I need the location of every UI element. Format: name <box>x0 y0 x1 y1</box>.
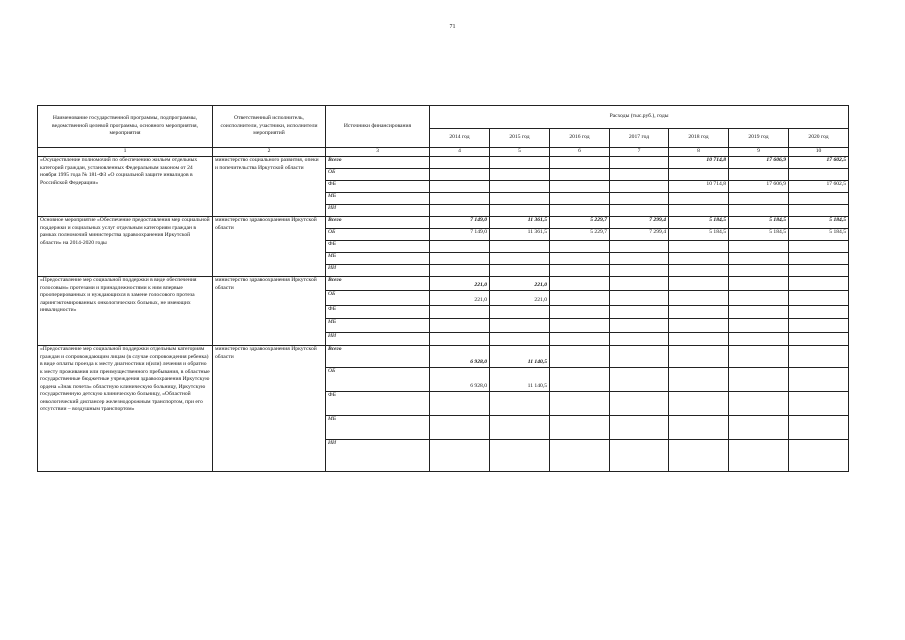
funding-source: Всего <box>326 277 430 291</box>
program-name: «Осуществление полномочий по обеспечению жильем отдельных категорий граждан, установленных Федеральным законом от 24 ноября 1995 года № 181-ФЗ «О социальной защите инвалидов в Российской Федерации» <box>38 157 213 217</box>
table-row <box>38 217 849 229</box>
expense-cell <box>490 319 550 333</box>
header-row <box>38 106 849 129</box>
table-row <box>38 277 849 291</box>
funding-source: МБ <box>326 416 430 440</box>
header-year: 2020 год <box>789 129 849 148</box>
expense-cell <box>789 277 849 291</box>
expense-cell <box>610 333 669 346</box>
expense-cell <box>490 193 550 205</box>
expense-cell: 6 928,0 <box>430 368 490 392</box>
expense-cell <box>789 265 849 277</box>
expense-cell: 221,0 <box>490 277 550 291</box>
expense-cell <box>789 291 849 306</box>
expense-cell <box>610 205 669 217</box>
funding-source: ИИ <box>326 205 430 217</box>
expense-cell <box>789 333 849 346</box>
expense-cell <box>610 368 669 392</box>
program-name: «Предоставление мер социальной поддержки в виде обеспечения голосовым» протезами и принадлежностями к ним впервые прооперированных и нуждающихся в замене голосового протеза ларингэктомированных онкологических больных, не имеющих инвалидности» <box>38 277 213 346</box>
expense-cell <box>490 181 550 193</box>
funding-source: ОБ <box>326 169 430 181</box>
expense-cell <box>729 333 789 346</box>
expense-cell <box>669 241 729 253</box>
expense-cell <box>729 205 789 217</box>
expense-cell <box>550 416 610 440</box>
expense-cell <box>729 346 789 368</box>
expense-cell <box>610 416 669 440</box>
expense-cell <box>430 319 490 333</box>
expense-cell: 17 602,5 <box>789 157 849 169</box>
expense-cell <box>669 277 729 291</box>
funding-source: МБ <box>326 253 430 265</box>
expense-cell <box>669 253 729 265</box>
expense-cell: 10 714,8 <box>669 157 729 169</box>
expense-cell <box>490 169 550 181</box>
funding-source: Всего <box>326 157 430 169</box>
expense-cell <box>490 333 550 346</box>
expense-cell: 5 229,7 <box>550 229 610 241</box>
column-number: 5 <box>490 148 550 157</box>
expense-cell: 10 714,8 <box>669 181 729 193</box>
expense-cell: 5 184,5 <box>789 229 849 241</box>
expense-cell <box>789 416 849 440</box>
expense-cell: 11 140,5 <box>490 346 550 368</box>
expense-cell <box>610 306 669 319</box>
expense-cell <box>729 319 789 333</box>
expense-cell <box>550 265 610 277</box>
column-number: 4 <box>430 148 490 157</box>
expense-cell <box>729 368 789 392</box>
expense-cell <box>490 157 550 169</box>
expense-cell <box>789 193 849 205</box>
expense-cell <box>550 333 610 346</box>
expense-cell: 7 299,4 <box>610 229 669 241</box>
funding-source: ФБ <box>326 392 430 416</box>
expense-cell <box>789 346 849 368</box>
expense-cell <box>610 265 669 277</box>
expense-cell <box>669 319 729 333</box>
expense-cell <box>610 319 669 333</box>
column-number: 7 <box>610 148 669 157</box>
expense-cell: 17 606,9 <box>729 181 789 193</box>
table-row <box>38 157 849 169</box>
expense-cell: 5 184,5 <box>669 229 729 241</box>
expense-cell <box>610 193 669 205</box>
header-year: 2015 год <box>490 129 550 148</box>
expense-cell <box>729 416 789 440</box>
expense-cell <box>550 368 610 392</box>
expense-cell <box>669 333 729 346</box>
expense-cell <box>729 277 789 291</box>
expense-cell <box>550 277 610 291</box>
expense-cell <box>430 181 490 193</box>
expense-cell <box>550 319 610 333</box>
table-body <box>38 157 849 472</box>
expense-cell <box>610 181 669 193</box>
header-year: 2018 год <box>669 129 729 148</box>
expense-cell <box>789 205 849 217</box>
funding-source: ИИ <box>326 440 430 472</box>
expense-cell <box>550 291 610 306</box>
expense-cell <box>430 416 490 440</box>
funding-source: ФБ <box>326 241 430 253</box>
expense-cell <box>729 291 789 306</box>
expense-cell: 11 361,5 <box>490 229 550 241</box>
expense-cell <box>430 205 490 217</box>
table-row <box>38 346 849 368</box>
expense-cell: 221,0 <box>430 291 490 306</box>
expense-cell <box>729 306 789 319</box>
expense-cell: 7 149,0 <box>430 229 490 241</box>
expense-cell <box>789 241 849 253</box>
expenditure-table <box>37 105 849 472</box>
expense-cell <box>729 253 789 265</box>
expense-cell: 17 602,5 <box>789 181 849 193</box>
expense-cell <box>669 392 729 416</box>
expense-cell <box>550 205 610 217</box>
responsible-executor: министерство здравоохранения Иркутской области <box>213 277 326 346</box>
expense-cell: 5 184,5 <box>729 229 789 241</box>
expense-cell <box>430 193 490 205</box>
expense-cell: 5 184,5 <box>669 217 729 229</box>
expense-cell <box>550 346 610 368</box>
expense-cell <box>669 306 729 319</box>
header-year: 2017 год <box>610 129 669 148</box>
program-name: «Предоставление мер социальной поддержки отдельным категориям граждан и сопровождающим лицам (в случае сопровождения ребенка) в виде оплаты проезда к месту диагностики и(или) лечения и обратно к месту проживания или преимущественного пребывания, в областные государственные бюджетные учреждения здравоохранения Иркутскую ордена «Знак почета» областную клиническую больницу, Иркутскую государственную детскую клиническую больницу, «Областной онкологический диспансер железнодорожным транспортом, при его отсутствии – воздушным транспортом» <box>38 346 213 472</box>
funding-source: ФБ <box>326 306 430 319</box>
expense-cell <box>729 440 789 472</box>
funding-source: ИИ <box>326 265 430 277</box>
expense-cell <box>490 253 550 265</box>
expense-cell <box>669 291 729 306</box>
expense-cell <box>669 193 729 205</box>
expense-cell <box>789 392 849 416</box>
column-number: 2 <box>213 148 326 157</box>
header-year: 2019 год <box>729 129 789 148</box>
expense-cell <box>490 306 550 319</box>
column-number-row <box>38 148 849 157</box>
program-name: Основное мероприятие «Обеспечение предоставления мер социальной поддержки и социальных услуг отдельным категориям граждан в рамках полномочий министерства здравоохранения Иркутской области» на 2014-2020 годы <box>38 217 213 277</box>
expense-cell <box>430 241 490 253</box>
expense-cell <box>550 181 610 193</box>
expense-cell <box>729 169 789 181</box>
expense-cell <box>550 253 610 265</box>
expense-cell <box>490 205 550 217</box>
expense-cell <box>789 319 849 333</box>
expense-cell: 221,0 <box>430 277 490 291</box>
expense-cell: 5 229,7 <box>550 217 610 229</box>
expense-cell <box>669 265 729 277</box>
expense-cell <box>430 253 490 265</box>
funding-source: ОБ <box>326 368 430 392</box>
responsible-executor: министерство здравоохранения Иркутской области <box>213 346 326 472</box>
expense-cell <box>610 241 669 253</box>
expense-cell <box>430 333 490 346</box>
expense-cell <box>490 440 550 472</box>
responsible-executor: министерство социального развития, опеки и попечительства Иркутской области <box>213 157 326 217</box>
expense-cell <box>550 169 610 181</box>
funding-source: ОБ <box>326 291 430 306</box>
expense-cell <box>789 306 849 319</box>
expense-cell <box>669 205 729 217</box>
expense-cell: 7 149,0 <box>430 217 490 229</box>
expense-cell <box>610 346 669 368</box>
expense-cell <box>490 241 550 253</box>
column-number: 9 <box>729 148 789 157</box>
expense-cell <box>789 440 849 472</box>
expense-cell <box>430 306 490 319</box>
expense-cell <box>789 368 849 392</box>
funding-source: Всего <box>326 217 430 229</box>
responsible-executor: министерство здравоохранения Иркутской области <box>213 217 326 277</box>
expense-cell <box>729 392 789 416</box>
expense-cell <box>550 306 610 319</box>
expense-cell <box>610 253 669 265</box>
header-executor: Ответственный исполнитель, соисполнители, участники, исполнители мероприятий <box>213 106 326 148</box>
expense-cell <box>550 241 610 253</box>
expense-cell: 11 140,5 <box>490 368 550 392</box>
expense-cell: 5 184,5 <box>789 217 849 229</box>
header-year: 2016 год <box>550 129 610 148</box>
expense-cell <box>550 440 610 472</box>
expense-cell <box>550 193 610 205</box>
expense-cell <box>430 440 490 472</box>
expense-cell <box>669 368 729 392</box>
column-number: 6 <box>550 148 610 157</box>
expense-cell <box>610 169 669 181</box>
expense-cell <box>789 253 849 265</box>
expense-cell: 6 928,0 <box>430 346 490 368</box>
page-number: 71 <box>449 24 456 30</box>
expense-cell <box>729 241 789 253</box>
funding-source: МБ <box>326 319 430 333</box>
expense-cell <box>550 157 610 169</box>
expense-cell <box>610 440 669 472</box>
expense-cell <box>490 265 550 277</box>
funding-source: Всего <box>326 346 430 368</box>
funding-source: ОБ <box>326 229 430 241</box>
expense-cell <box>550 392 610 416</box>
expense-cell <box>430 157 490 169</box>
expense-cell <box>669 169 729 181</box>
header-expenses: Расходы (тыс.руб.), годы <box>430 106 849 129</box>
expense-cell <box>610 392 669 416</box>
expense-cell <box>430 392 490 416</box>
expense-cell: 11 361,5 <box>490 217 550 229</box>
funding-source: ИИ <box>326 333 430 346</box>
expense-cell <box>729 193 789 205</box>
header-name: Наименование государственной программы, подпрограммы, ведомственной целевой программы, основного мероприятия, мероприятия <box>38 106 213 148</box>
expense-cell <box>669 346 729 368</box>
expense-cell: 5 184,5 <box>729 217 789 229</box>
expense-cell: 221,0 <box>490 291 550 306</box>
expense-cell <box>490 416 550 440</box>
expense-cell <box>430 265 490 277</box>
expense-cell <box>669 440 729 472</box>
header-year: 2014 год <box>430 129 490 148</box>
expense-cell <box>430 169 490 181</box>
expense-cell <box>729 265 789 277</box>
column-number: 1 <box>38 148 213 157</box>
funding-source: МБ <box>326 193 430 205</box>
funding-source: ФБ <box>326 181 430 193</box>
column-number: 3 <box>326 148 430 157</box>
expense-cell: 17 606,9 <box>729 157 789 169</box>
column-number: 10 <box>789 148 849 157</box>
expense-cell <box>610 291 669 306</box>
expense-cell <box>610 157 669 169</box>
expense-cell <box>669 416 729 440</box>
expense-cell <box>490 392 550 416</box>
column-number: 8 <box>669 148 729 157</box>
expense-cell: 7 299,4 <box>610 217 669 229</box>
header-source: Источники финансирования <box>326 106 430 148</box>
expense-cell <box>610 277 669 291</box>
expense-cell <box>789 169 849 181</box>
